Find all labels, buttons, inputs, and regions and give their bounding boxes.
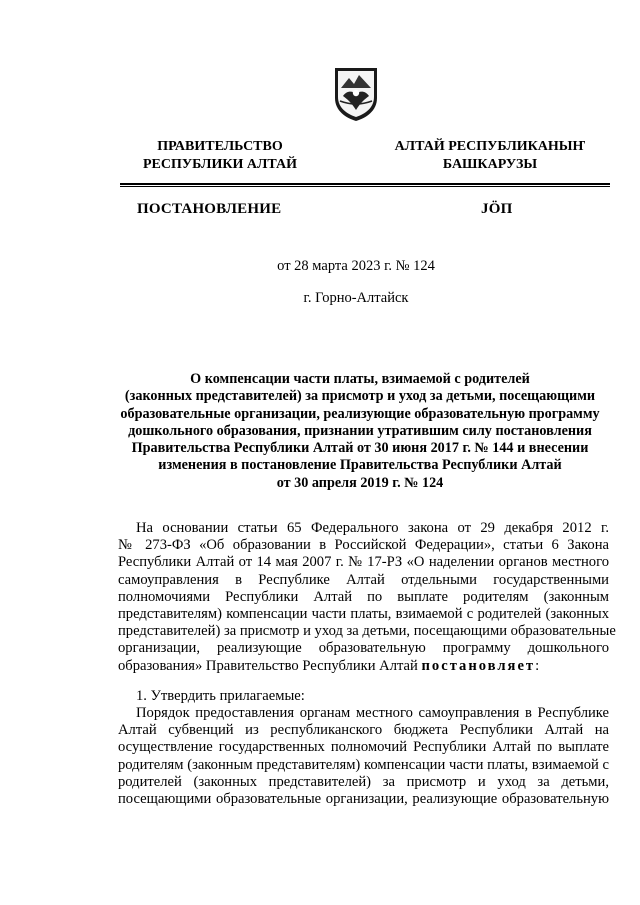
org-name-altai-line-1: АЛТАЙ РЕСПУБЛИКАНЫҤ xyxy=(394,139,586,154)
order-paragraph xyxy=(118,705,609,808)
org-name-altai xyxy=(380,138,600,174)
title-line: дошкольного образования, признании утратившим силу постановления xyxy=(128,422,592,439)
paragraph-line: Порядок предоставления органам местного самоуправления в Республике xyxy=(136,705,609,721)
coat-of-arms-icon xyxy=(331,66,381,122)
paragraph-line: родителям (законным представителям) компенсации части платы, взимаемой с xyxy=(118,756,609,773)
paragraph-line: Республики Алтай от 14 мая 2007 г. № 17-РЗ «О наделении органов местного xyxy=(118,554,609,571)
paragraph-line: родителей (законных представителей) за присмотр и уход за детьми, xyxy=(118,773,609,790)
paragraph-last-line xyxy=(118,658,609,675)
paragraph-line: представителей) за присмотр и уход за детьми, посещающими образовательные xyxy=(118,623,616,640)
title-line: изменения в постановление Правительства Республики Алтай xyxy=(158,457,562,474)
paragraph-text: образования» Правительство Республики Алтай xyxy=(118,657,418,674)
document-title xyxy=(100,371,620,492)
title-line: Правительства Республики Алтай от 30 июня 2017 г. № 144 и внесении xyxy=(131,440,589,457)
paragraph-line: № 273-ФЗ «Об образовании в Российской Федерации», статьи 6 Закона xyxy=(118,537,609,554)
item-1 xyxy=(118,688,609,705)
paragraph-line: На основании статьи 65 Федерального закона от 29 декабря 2012 г. xyxy=(136,520,609,536)
paragraph-line: самоуправления в Республике Алтай отдельными государственными xyxy=(118,571,609,588)
org-name-line-2: РЕСПУБЛИКИ АЛТАЙ xyxy=(142,157,298,172)
item-1-heading: 1. Утвердить прилагаемые: xyxy=(136,688,305,704)
paragraph-line: посещающими образовательные организации, реализующие образовательную xyxy=(118,790,609,807)
title-line: О компенсации части платы, взимаемой с родителей xyxy=(190,371,530,387)
document-type-altai: JӦП xyxy=(481,201,513,217)
org-name-altai-line-2: БАШКАРУЗЫ xyxy=(442,157,538,172)
paragraph-line: Алтай субвенций из республиканского бюджета Республики Алтай на xyxy=(118,722,609,739)
org-name-russian xyxy=(120,138,320,174)
paragraph-line: осуществление государственных полномочий Республики Алтай по выплате xyxy=(118,739,609,756)
paragraph-line: полномочиями Республики Алтай по выплате родителям (законным xyxy=(118,588,609,605)
org-name-line-1: ПРАВИТЕЛЬСТВО xyxy=(157,139,283,154)
title-line: образовательные организации, реализующие образовательную программу xyxy=(120,405,600,422)
document-date-number: от 28 марта 2023 г. № 124 xyxy=(277,258,435,274)
document-city: г. Горно-Алтайск xyxy=(303,290,409,306)
paragraph-line: организации, реализующие образовательную программу дошкольного xyxy=(118,640,609,657)
document-type: ПОСТАНОВЛЕНИЕ xyxy=(137,201,282,217)
colon: : xyxy=(535,657,540,674)
header-divider xyxy=(120,183,610,187)
title-line: (законных представителей) за присмотр и уход за детьми, посещающими xyxy=(124,388,596,405)
title-line: от 30 апреля 2019 г. № 124 xyxy=(276,474,444,491)
paragraph-line: представителям) компенсации части платы, взимаемой с родителей (законных xyxy=(118,605,609,622)
resolves-word: постановляет xyxy=(421,657,536,674)
preamble-paragraph xyxy=(118,520,616,675)
